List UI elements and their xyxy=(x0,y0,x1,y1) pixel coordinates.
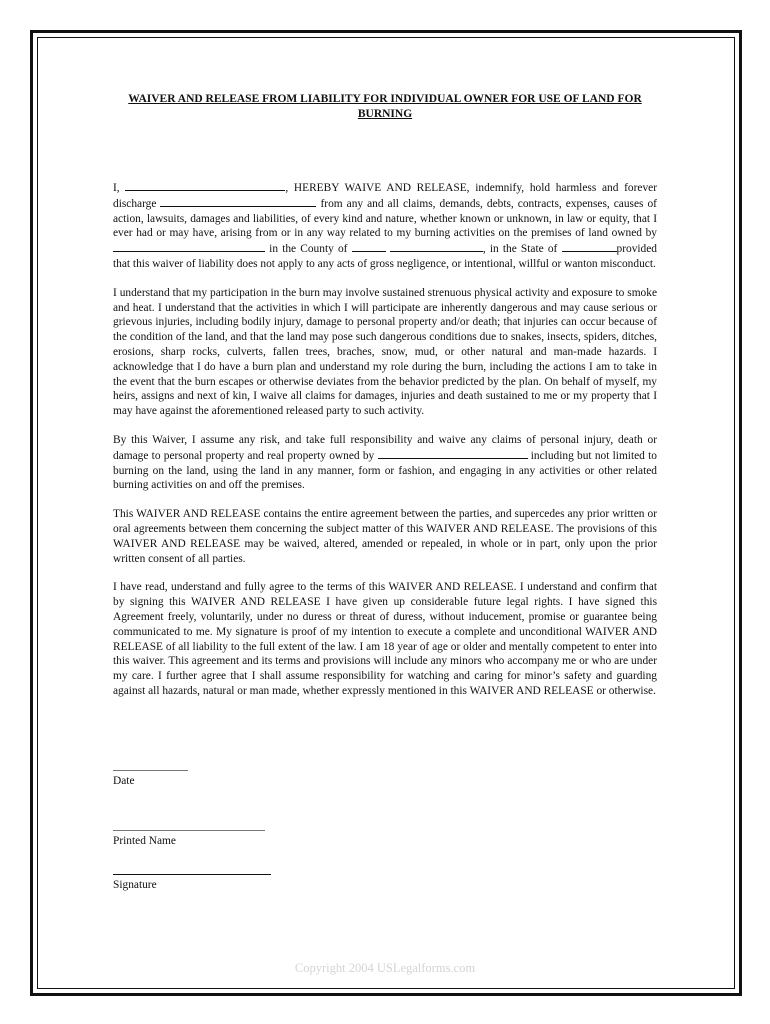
property-owner-blank[interactable] xyxy=(378,448,528,459)
paragraph-risks: I understand that my participation in the burn may involve sustained strenuous physical activity and exposure to smoke and heat. I understand that the activities in which I will participate are inherently dangerous and may cause serious or grievous injuries, including bodily injury, damage to personal property and/or death; that injuries can occur because of the condition of the land, and that the land may pose such dangerous conditions due to snakes, insects, spiders, ditches, erosions, sharp rocks, culverts, fallen trees, braches, snow, mud, or other natural and man-made hazards. I acknowledge that I do have a burn plan and understand my role during the burn, including the actions I am to take in the event that the burn escapes or otherwise deviates from the behavior predicted by the plan. On behalf of myself, my heirs, assigns and next of kin, I waive all claims for damages, injuries and death sustained to me or my property that I may have against the aforementioned released party to such activity. xyxy=(113,286,657,418)
text-waive: , HEREBY WAIVE AND RELEASE, indemnify, hold harmless and forever discharge xyxy=(113,182,657,210)
text-including: including but not limited to burning on the land, using the land in any manner, form or fashion, and engaging in any activities or other related burning activities on and off the premises. xyxy=(113,449,657,492)
land-owner-blank[interactable] xyxy=(113,241,265,252)
releasor-name-blank[interactable] xyxy=(125,180,285,191)
paragraph-entire-agreement: This WAIVER AND RELEASE contains the entire agreement between the parties, and supercedes any prior written or oral agreements between them concerning the subject matter of this WAIVER AND RELEASE. The provisions of this WAIVER AND RELEASE may be waived, altered, amended or repealed, in whole or in part, only upon the prior written consent of all parties. xyxy=(113,508,657,565)
county-blank-continued[interactable] xyxy=(390,241,483,252)
printed-name-field xyxy=(113,830,413,847)
paragraph-assume-risk xyxy=(113,433,657,493)
date-label: Date xyxy=(113,775,135,787)
text-claims: from any and all claims, demands, debts, contracts, expenses, causes of action, lawsuits, damages and liabilities, of every kind and nature, whether known or unknown, in law or equity, that I ever had or may have, arising from or in any way related to my burning activities on the premises of land owned by xyxy=(113,197,657,240)
text-proviso: provided that this waiver of liability does not apply to any acts of gross negligence, or intentional, willful or wanton misconduct. xyxy=(113,243,658,270)
printed-name-label: Printed Name xyxy=(113,835,176,847)
paragraph-acknowledgement: I have read, understand and fully agree to the terms of this WAIVER AND RELEASE. I understand and confirm that by signing this WAIVER AND RELEASE I have given up considerable future legal rights. I have signed this Agreement freely, voluntarily, under no duress or threat of duress, without inducement, promise or guarantee being communicated to me. My signature is proof of my intention to execute a complete and unconditional WAIVER AND RELEASE of all liability to the full extent of the law. I am 18 year of age or older and mentally competent to enter into this waiver. This agreement and its terms and provisions will include any minors who accompany me or who are under my care. I further agree that I shall assume responsibility for watching and caring for minor’s safety and guarding against all hazards, natural or man made, whether expressly mentioned in this WAIVER AND RELEASE or otherwise. xyxy=(113,581,657,697)
printed-name-line[interactable] xyxy=(113,830,265,831)
date-line[interactable] xyxy=(113,770,188,771)
copyright-footer: Copyright 2004 USLegalforms.com xyxy=(294,961,476,975)
date-field xyxy=(113,770,413,787)
released-party-blank[interactable] xyxy=(160,196,316,207)
signature-line[interactable] xyxy=(113,874,271,875)
county-blank[interactable] xyxy=(352,241,386,252)
state-blank[interactable] xyxy=(562,241,617,252)
text-state: , in the State of xyxy=(482,243,558,256)
text-county: in the County of xyxy=(269,243,348,256)
text-i: I, xyxy=(113,182,120,194)
signature-label: Signature xyxy=(113,879,157,891)
paragraph-release xyxy=(113,180,657,272)
text-assume-risk: By this Waiver, I assume any risk, and take full responsibility and waive any claims of personal injury, death or damage to personal property and real property owned by xyxy=(113,433,657,462)
document-title: WAIVER AND RELEASE FROM LIABILITY FOR INDIVIDUAL OWNER FOR USE OF LAND FOR BURNING xyxy=(128,93,642,120)
document-body xyxy=(113,92,657,713)
signature-field xyxy=(113,874,413,891)
